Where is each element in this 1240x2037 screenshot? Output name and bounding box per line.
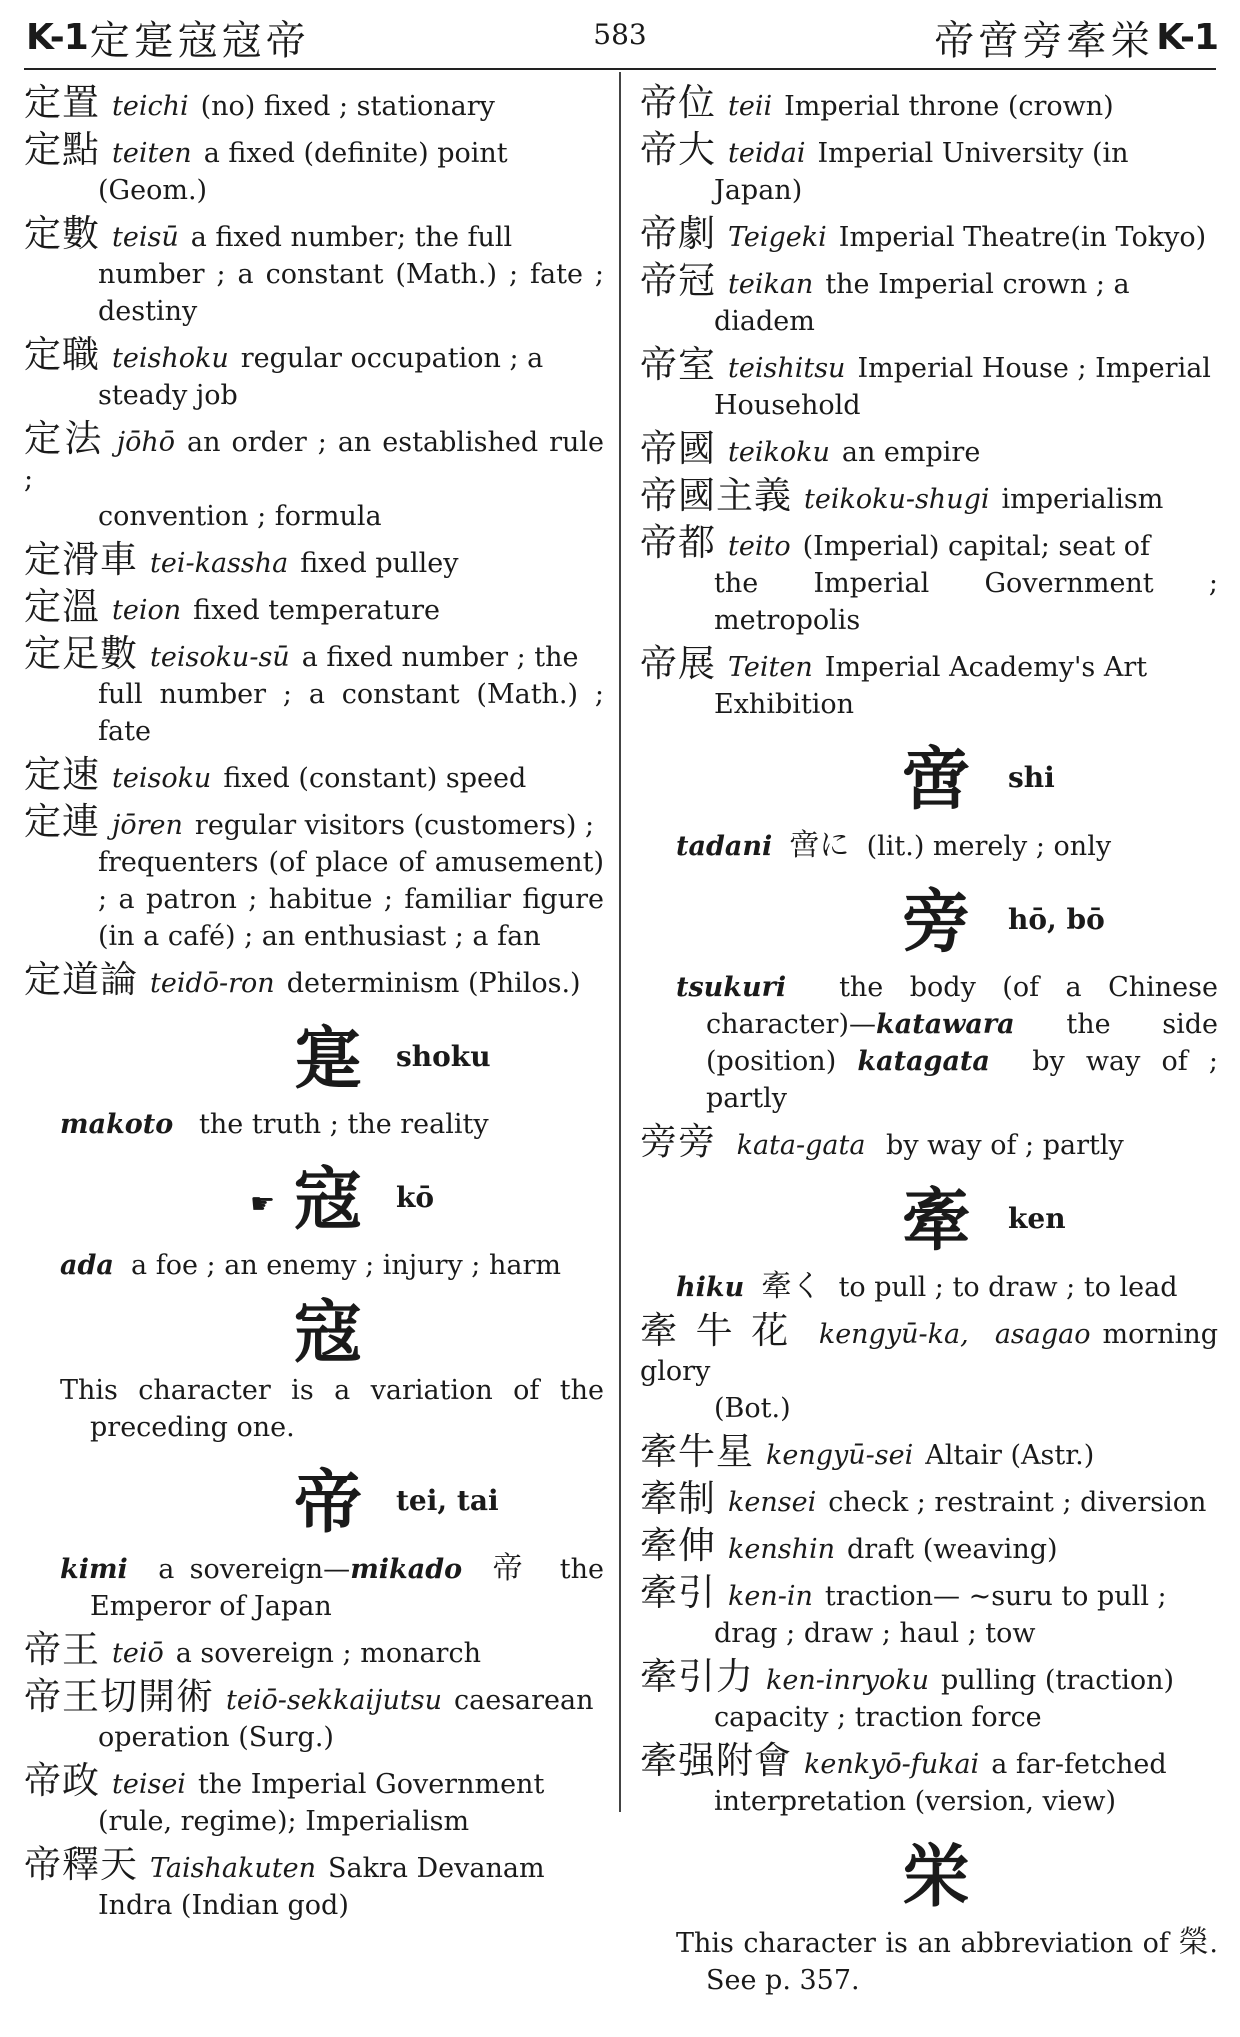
definition-ko xyxy=(24,1247,604,1284)
entry-romaji: kenshin xyxy=(728,1534,835,1565)
dictionary-entry xyxy=(640,1430,1218,1474)
definition-text: (lit.) merely ; only xyxy=(866,831,1112,862)
dictionary-entry xyxy=(640,1571,1218,1652)
right-column xyxy=(640,81,1218,2005)
entry-continuation: interpretation (version, view) xyxy=(714,1786,1117,1817)
entry-definition: Imperial House ; Imperial xyxy=(857,353,1211,384)
entry-kanji: 帝政 xyxy=(24,1759,100,1802)
entry-kanji: 定滑車 xyxy=(24,538,138,581)
dictionary-entry xyxy=(24,81,604,125)
entry-definition: morning glory xyxy=(640,1319,1218,1387)
entry-definition: the Imperial Government xyxy=(197,1769,545,1800)
entry-kanji: 定道論 xyxy=(24,958,138,1001)
entry-kanji: 帝王切開術 xyxy=(24,1675,214,1718)
definition-ho xyxy=(640,969,1218,1117)
entry-kanji: 定速 xyxy=(24,753,100,796)
definition-ken xyxy=(640,1268,1218,1306)
entry-romaji: tei-kassha xyxy=(150,548,289,579)
entry-definition: a fixed (definite) point xyxy=(203,138,508,169)
entry-continuation: Indra (Indian god) xyxy=(98,1890,349,1921)
kun-reading: ada xyxy=(60,1250,114,1281)
entry-definition: a fixed number; the full xyxy=(190,222,513,253)
entry-continuation: the Imperial Government ; metropolis xyxy=(714,568,1218,636)
entry-continuation: Exhibition xyxy=(714,689,855,720)
entry-definition: traction— ~suru to pull ; xyxy=(824,1581,1167,1612)
entry-romaji: teiō xyxy=(112,1638,164,1669)
japanese-term: 帝 xyxy=(492,1551,530,1586)
entry-definition: a sovereign ; monarch xyxy=(175,1638,481,1669)
headword-ei xyxy=(640,1834,1218,1920)
left-column xyxy=(24,81,604,1930)
headword-char: 寔 xyxy=(294,1019,363,1099)
entry-kanji: 帝展 xyxy=(640,642,716,685)
kun-reading-2: katawara xyxy=(876,1009,1015,1040)
entry-romaji: teikoku-shugi xyxy=(804,484,990,515)
dictionary-entry xyxy=(24,538,604,582)
dictionary-entry xyxy=(24,417,604,535)
entry-romaji: teisei xyxy=(112,1769,186,1800)
entry-definition: Imperial throne (crown) xyxy=(784,91,1114,122)
dictionary-entry xyxy=(640,1309,1218,1427)
entry-katagata xyxy=(640,1120,1218,1164)
definition-text-2: the Emperor of Japan xyxy=(90,1554,604,1622)
dictionary-entry xyxy=(24,1843,604,1924)
definition-text: a foe ; an enemy ; injury ; harm xyxy=(131,1250,561,1281)
entry-kanji: 定職 xyxy=(24,333,100,376)
kun-reading: tadani xyxy=(676,831,773,862)
header-left-tag: K-1 xyxy=(26,16,88,58)
dictionary-entry xyxy=(640,521,1218,639)
entry-romaji: teichi xyxy=(112,91,189,122)
headword-reading: tei, tai xyxy=(396,1484,499,1517)
japanese-term: 榮 xyxy=(1178,1925,1210,1960)
entry-continuation: number ; a constant (Math.) ; fate ; destiny xyxy=(98,259,604,327)
definition-ei xyxy=(640,1924,1218,1999)
entry-definition: (Imperial) capital; seat of xyxy=(802,531,1151,562)
headword-char: 啻 xyxy=(902,740,971,820)
kun-reading-3: katagata xyxy=(857,1046,990,1077)
entry-kanji: 牽伸 xyxy=(640,1524,716,1567)
entry-kanji: 帝都 xyxy=(640,521,716,564)
entry-kanji: 定置 xyxy=(24,81,100,124)
dictionary-entry xyxy=(24,1759,604,1840)
entry-romaji: teikan xyxy=(728,269,814,300)
entry-continuation: (rule, regime); Imperialism xyxy=(98,1806,470,1837)
entry-kanji: 牽制 xyxy=(640,1477,716,1520)
entry-romaji: teidō-ron xyxy=(150,968,275,999)
dictionary-entry xyxy=(24,128,604,209)
entry-definition: fixed pulley xyxy=(300,548,459,579)
entry-kanji: 定數 xyxy=(24,212,100,255)
entry-romaji: ken-inryoku xyxy=(766,1665,930,1696)
entry-continuation: Japan) xyxy=(714,175,803,206)
dictionary-entry xyxy=(24,1675,604,1756)
header-right-tag: K-1 xyxy=(1156,16,1218,58)
entry-definition: an order ; an established rule ; xyxy=(24,427,604,495)
entry-continuation: frequenters (of place of amusement) ; a patron ; habitue ; familiar figure (in a café) ; an enthusiast ; a fan xyxy=(98,847,604,952)
entry-kanji: 帝釋天 xyxy=(24,1843,138,1886)
kun-reading: makoto xyxy=(60,1109,174,1140)
entry-kanji: 牽引力 xyxy=(640,1655,754,1698)
dictionary-entry xyxy=(640,343,1218,424)
headword-char: 旁 xyxy=(902,882,971,962)
entry-definition: fixed temperature xyxy=(193,595,441,626)
entry-definition: draft (weaving) xyxy=(847,1534,1058,1565)
column-divider xyxy=(619,72,621,1812)
pointing-hand-icon: ☛ xyxy=(250,1187,276,1220)
definition-text: This character is an abbreviation of xyxy=(676,1928,1169,1959)
entry-definition: (no) fixed ; stationary xyxy=(200,91,495,122)
entry-continuation: (Bot.) xyxy=(714,1393,791,1424)
entry-continuation: operation (Surg.) xyxy=(98,1722,334,1753)
definition-text: a sovereign— xyxy=(158,1554,351,1585)
entry-romaji: jōhō xyxy=(116,427,176,458)
entry-definition: a far-fetched xyxy=(991,1749,1167,1780)
entry-definition: Imperial Theatre(in Tokyo) xyxy=(838,222,1207,253)
entry-continuation: Household xyxy=(714,390,861,421)
headword-char: 栄 xyxy=(902,1837,971,1917)
entry-romaji: jōren xyxy=(112,810,183,841)
entry-kanji: 牽牛星 xyxy=(640,1430,754,1473)
entry-kanji: 帝劇 xyxy=(640,212,716,255)
entry-definition: regular visitors (customers) ; xyxy=(194,810,595,841)
entry-kanji: 定足數 xyxy=(24,632,138,675)
dictionary-entry xyxy=(640,1477,1218,1521)
entry-romaji: teisoku-sū xyxy=(150,642,290,673)
entry-definition: regular occupation ; a xyxy=(240,343,544,374)
entry-kanji: 定法 xyxy=(24,417,105,460)
headword-char: 牽 xyxy=(902,1181,971,1261)
japanese-term: 啻に xyxy=(789,828,850,863)
dictionary-entry xyxy=(24,1628,604,1672)
entry-definition: imperialism xyxy=(1001,484,1164,515)
entry-definition: determinism (Philos.) xyxy=(286,968,581,999)
entry-kanji: 牽强附會 xyxy=(640,1739,792,1782)
page-number: 583 xyxy=(593,18,647,51)
dictionary-entry xyxy=(640,1524,1218,1568)
definition-text-2: . See p. 357. xyxy=(706,1928,1218,1996)
entry-kanji: 帝室 xyxy=(640,343,716,386)
header-right xyxy=(932,8,1218,66)
definition-ko-variant xyxy=(24,1372,604,1446)
headword-tei xyxy=(24,1460,604,1546)
entry-romaji: kensei xyxy=(728,1487,817,1518)
definition-text: to pull ; to draw ; to lead xyxy=(838,1272,1178,1303)
headword-char: 寇 xyxy=(294,1160,363,1240)
entry-romaji: teisū xyxy=(112,222,179,253)
definition-text: This character is a variation of the preceding one. xyxy=(60,1375,604,1443)
dictionary-entry xyxy=(24,212,604,330)
header-left-chars: 定寔寇寇帝 xyxy=(89,17,310,64)
entry-romaji: kengyū-sei xyxy=(766,1440,914,1471)
entry-romaji: teikoku xyxy=(728,437,830,468)
entry-continuation: steady job xyxy=(98,380,238,411)
japanese-term: 牽く xyxy=(761,1269,822,1304)
definition-shoku xyxy=(24,1106,604,1143)
kun-reading-2: mikado xyxy=(350,1554,463,1585)
dictionary-entry xyxy=(24,753,604,797)
entry-romaji: Taishakuten xyxy=(150,1853,316,1884)
entry-romaji: teion xyxy=(112,595,182,626)
headword-shi xyxy=(640,737,1218,823)
headword-reading: kō xyxy=(396,1181,435,1214)
entry-romaji: teishoku xyxy=(112,343,229,374)
dictionary-entry xyxy=(24,958,604,1002)
entry-romaji: teidai xyxy=(728,138,806,169)
entry-kanji: 定點 xyxy=(24,128,100,171)
entry-romaji: kengyū-ka, asagao xyxy=(818,1319,1091,1350)
entry-romaji: kenkyō-fukai xyxy=(804,1749,980,1780)
entry-definition: caesarean xyxy=(454,1685,594,1716)
entry-continuation: drag ; draw ; haul ; tow xyxy=(714,1618,1036,1649)
entry-continuation: full number ; a constant (Math.) ; fate xyxy=(98,679,604,747)
dictionary-entry xyxy=(640,474,1218,518)
entry-definition: the Imperial crown ; a xyxy=(825,269,1130,300)
dictionary-entry xyxy=(24,333,604,414)
definition-tei xyxy=(24,1550,604,1625)
entry-kanji: 帝大 xyxy=(640,128,716,171)
entry-definition: Sakra Devanam xyxy=(327,1853,545,1884)
kun-reading: hiku xyxy=(676,1272,745,1303)
headword-ko xyxy=(24,1157,604,1243)
definition-text-3: by way of ; partly xyxy=(706,1046,1218,1114)
entry-romaji: teisoku xyxy=(112,763,212,794)
entry-continuation: capacity ; traction force xyxy=(714,1702,1042,1733)
entry-kanji: 定溫 xyxy=(24,585,100,628)
dictionary-entry xyxy=(640,427,1218,471)
entry-kanji: 牽牛花 xyxy=(640,1309,807,1352)
entry-definition: a fixed number ; the xyxy=(301,642,579,673)
dictionary-entry xyxy=(640,81,1218,125)
definition-text: the truth ; the reality xyxy=(199,1109,489,1140)
dictionary-entry xyxy=(24,800,604,955)
entry-definition: Imperial University (in xyxy=(817,138,1129,169)
definition-text-2: the side (position) xyxy=(706,1009,1218,1077)
entry-definition: pulling (traction) xyxy=(941,1665,1175,1696)
entry-definition: an empire xyxy=(841,437,981,468)
entry-definition: check ; restraint ; diversion xyxy=(828,1487,1207,1518)
entry-romaji: teiten xyxy=(112,138,192,169)
headword-ken xyxy=(640,1178,1218,1264)
headword-char: 帝 xyxy=(294,1463,363,1543)
entry-romaji: kata-gata xyxy=(736,1130,866,1161)
entry-continuation: convention ; formula xyxy=(98,501,382,532)
entry-definition: by way of ; partly xyxy=(886,1130,1124,1161)
definition-shi xyxy=(640,827,1218,865)
dictionary-entry xyxy=(640,642,1218,723)
definition-text: the body (of a Chinese character)— xyxy=(706,972,1218,1040)
entry-continuation: diadem xyxy=(714,306,815,337)
entry-definition: fixed (constant) speed xyxy=(223,763,527,794)
entry-romaji: Teiten xyxy=(728,652,813,683)
dictionary-entry xyxy=(640,128,1218,209)
entry-continuation: (Geom.) xyxy=(98,175,208,206)
entry-romaji: teishitsu xyxy=(728,353,846,384)
headword-shoku xyxy=(24,1016,604,1102)
headword-reading: shi xyxy=(1008,761,1055,794)
entry-romaji: teito xyxy=(728,531,791,562)
entry-kanji: 帝冠 xyxy=(640,259,716,302)
kun-reading: kimi xyxy=(60,1554,128,1585)
entry-kanji: 帝國 xyxy=(640,427,716,470)
headword-reading: hō, bō xyxy=(1008,903,1105,936)
dictionary-entry xyxy=(640,259,1218,340)
entry-kanji: 帝王 xyxy=(24,1628,100,1671)
headword-char: 寇 xyxy=(294,1293,363,1373)
headword-reading: shoku xyxy=(396,1040,491,1073)
entry-romaji: Teigeki xyxy=(728,222,827,253)
headword-reading: ken xyxy=(1008,1202,1066,1235)
entry-romaji: ken-in xyxy=(728,1581,813,1612)
kun-reading: tsukuri xyxy=(676,972,787,1003)
headword-ko-variant xyxy=(24,1290,604,1373)
entry-kanji: 帝國主義 xyxy=(640,474,792,517)
entry-romaji: teii xyxy=(728,91,773,122)
entry-definition: Imperial Academy's Art xyxy=(824,652,1148,683)
entry-kanji: 牽引 xyxy=(640,1571,716,1614)
entry-kanji: 旁旁 xyxy=(640,1120,716,1163)
entry-kanji: 帝位 xyxy=(640,81,716,124)
dictionary-entry xyxy=(24,585,604,629)
headword-ho xyxy=(640,879,1218,965)
dictionary-entry xyxy=(24,632,604,750)
entry-kanji: 定連 xyxy=(24,800,100,843)
entry-definition: Altair (Astr.) xyxy=(925,1440,1095,1471)
dictionary-entry xyxy=(640,1739,1218,1820)
dictionary-entry xyxy=(640,1655,1218,1736)
dictionary-entry xyxy=(640,212,1218,256)
header-rule xyxy=(24,68,1216,70)
header-right-chars: 帝啻旁牽栄 xyxy=(934,17,1155,64)
entry-romaji: teiō-sekkaijutsu xyxy=(226,1685,442,1716)
